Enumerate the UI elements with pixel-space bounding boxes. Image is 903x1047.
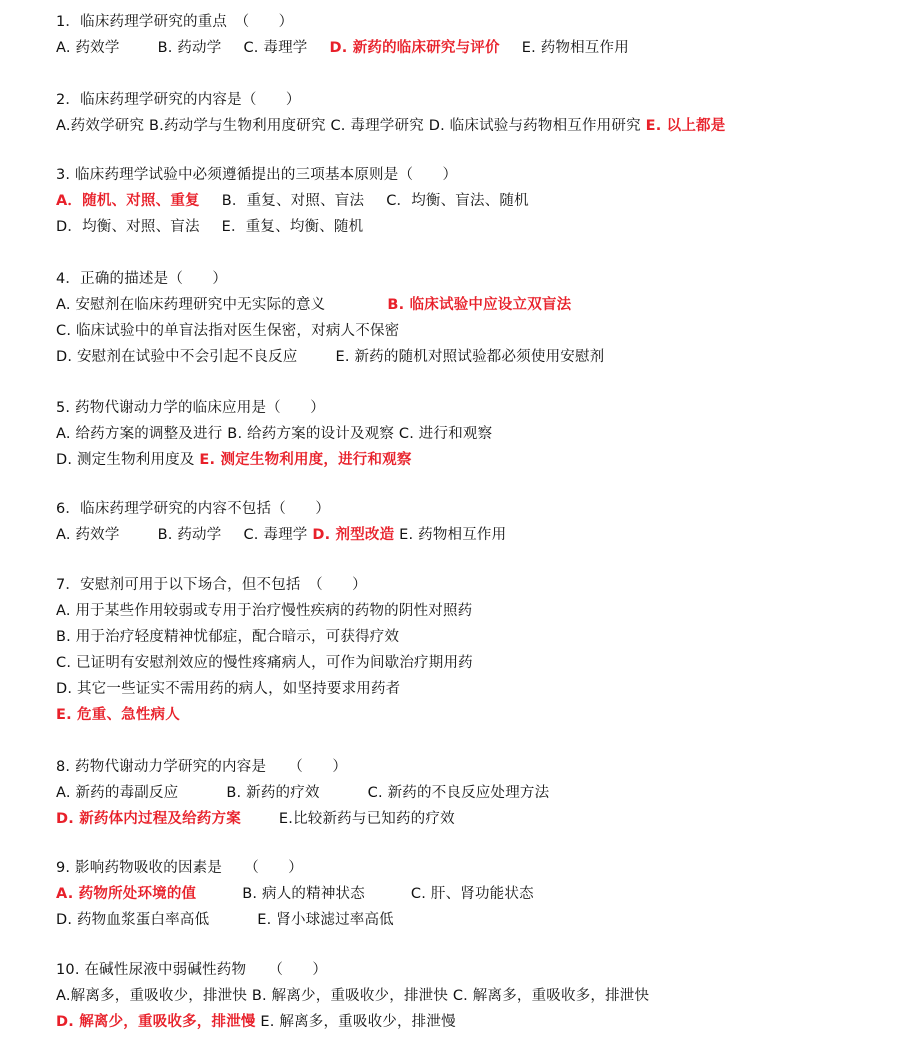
options-line [56, 214, 529, 240]
option-e: E. 药物相互作用 [394, 527, 507, 543]
question-stem: 10. 在碱性尿液中弱碱性药物 （ ） [56, 962, 328, 978]
option-c: C. 临床试验中的单盲法指对医生保密，对病人不保密 [56, 323, 400, 339]
options-line [56, 907, 534, 933]
option-d: D. 药物血浆蛋白率高低 [56, 912, 210, 928]
options-line [56, 881, 534, 907]
options-a-to-d: A.药效学研究 B.药动学与生物利用度研究 C. 毒理学研究 D. 临床试验与药物相互作用研究 [56, 118, 646, 134]
option-e: E.比较新药与已知药的疗效 [278, 811, 455, 827]
option-d: D. 安慰剂在试验中不会引起不良反应 [56, 349, 298, 365]
option-c: C. 已证明有安慰剂效应的慢性疼痛病人，可作为间歇治疗期用药 [56, 655, 473, 671]
option-a: A. 药效学 [56, 527, 120, 543]
options-line [56, 344, 604, 370]
option-b: B. 病人的精神状态 [242, 886, 365, 902]
option-d: D．均衡、对照、盲法 [56, 219, 200, 235]
option-c: C. 肝、肾功能状态 [410, 886, 534, 902]
option-b: B. 用于治疗轻度精神忧郁症，配合暗示，可获得疗效 [56, 629, 400, 645]
option-e: E. 肾小球滤过率高低 [257, 912, 394, 928]
option-d: D. 其它一些证实不需用药的病人，如坚持要求用药者 [56, 681, 401, 697]
options-line [56, 983, 649, 1009]
question-7 [56, 572, 473, 728]
options-line [56, 113, 725, 139]
question-stem: 3. 临床药理学试验中必须遵循提出的三项基本原则是（ ） [56, 167, 458, 183]
options-line [56, 1009, 649, 1035]
option-e: E. 解离多，重吸收少，排泄慢 [255, 1014, 456, 1030]
option-c: C. 新药的不良反应处理方法 [367, 785, 550, 801]
question-stem: 5. 药物代谢动力学的临床应用是（ ） [56, 400, 325, 416]
question-6 [56, 496, 506, 548]
options-line [56, 35, 629, 61]
answer-option-d: D. 新药的临床研究与评价 [329, 40, 500, 56]
options-line [56, 806, 549, 832]
options-line [56, 447, 492, 473]
question-4 [56, 266, 604, 370]
options-line [56, 780, 549, 806]
option-e: E．重复、均衡、随机 [221, 219, 364, 235]
question-2 [56, 87, 725, 139]
question-3 [56, 162, 529, 240]
option-c: C. 毒理学 [243, 40, 308, 56]
answer-option-a: A. 药物所处环境的值 [56, 886, 197, 902]
option-b: B. 药动学 [157, 40, 222, 56]
options-a-to-c: A.解离多，重吸收少，排泄快 B. 解离少，重吸收少，排泄快 C. 解离多，重吸收多，排泄快 [56, 988, 650, 1004]
options-line [56, 318, 604, 344]
answer-option-e: E. 测定生物利用度，进行和观察 [199, 452, 412, 468]
question-stem: 8. 药物代谢动力学研究的内容是 （ ） [56, 759, 348, 775]
options-line [56, 188, 529, 214]
question-8 [56, 754, 549, 832]
option-b: B. 药动学 [157, 527, 222, 543]
answer-option-d: D. 解离少，重吸收多，排泄慢 [56, 1014, 256, 1030]
option-a: A. 新药的毒副反应 [56, 785, 179, 801]
answer-option-d: D. 新药体内过程及给药方案 [56, 811, 241, 827]
answer-option-e: E. 危重、急性病人 [56, 707, 180, 723]
answer-option-a: A．随机、对照、重复 [56, 193, 200, 209]
question-stem: 1．临床药理学研究的重点 （ ） [56, 14, 294, 30]
question-stem: 6．临床药理学研究的内容不包括（ ） [56, 501, 331, 517]
option-a: A. 药效学 [56, 40, 120, 56]
options-line [56, 421, 492, 447]
option-d: D. 测定生物利用度及 [56, 452, 200, 468]
options-line [56, 522, 506, 548]
question-5 [56, 395, 492, 473]
answer-option-b: B. 临床试验中应设立双盲法 [387, 297, 572, 313]
question-stem: 9. 影响药物吸收的因素是 （ ） [56, 860, 303, 876]
question-10 [56, 957, 649, 1035]
question-stem: 2．临床药理学研究的内容是（ ） [56, 92, 301, 108]
question-stem: 7．安慰剂可用于以下场合，但不包括 （ ） [56, 577, 367, 593]
option-a: A. 安慰剂在临床药理研究中无实际的意义 [56, 297, 326, 313]
option-b: B. 新药的疗效 [226, 785, 320, 801]
option-e: E. 新药的随机对照试验都必须使用安慰剂 [335, 349, 605, 365]
options-line [56, 292, 604, 318]
option-b: B．重复、对照、盲法 [221, 193, 365, 209]
question-1 [56, 9, 629, 61]
answer-option-d: D. 剂型改造 [312, 527, 395, 543]
answer-option-e: E. 以上都是 [645, 118, 726, 134]
question-stem: 4．正确的描述是（ ） [56, 271, 228, 287]
option-e: E. 药物相互作用 [521, 40, 629, 56]
option-c: C. 毒理学 [243, 527, 313, 543]
option-a: A. 用于某些作用较弱或专用于治疗慢性疾病的药物的阴性对照药 [56, 603, 473, 619]
question-9 [56, 855, 534, 933]
option-c: C．均衡、盲法、随机 [386, 193, 529, 209]
options-a-to-c: A. 给药方案的调整及进行 B. 给药方案的设计及观察 C. 进行和观察 [56, 426, 493, 442]
